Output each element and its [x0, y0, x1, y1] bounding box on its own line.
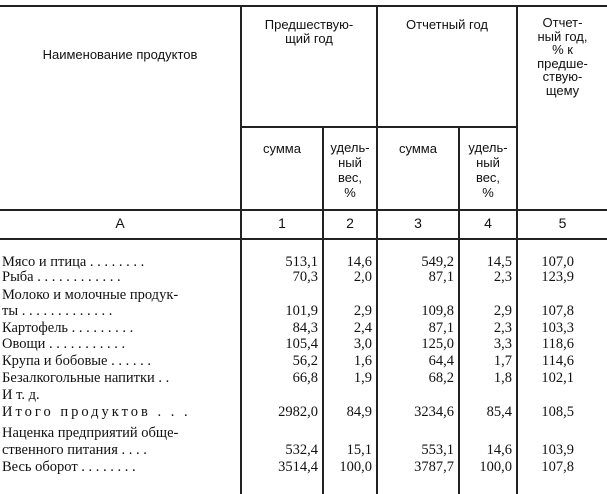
- vrule-1: [240, 5, 242, 494]
- row-value-c1: 532,4: [285, 442, 318, 458]
- row-value-c4: 14,5: [486, 254, 512, 270]
- colnum-3: 3: [414, 215, 422, 231]
- subheader-rule: [240, 126, 516, 128]
- row-value-c5: 107,0: [541, 254, 574, 270]
- row-name: Рыба . . . . . . . . . . . .: [2, 269, 121, 285]
- row-value-c5: 118,6: [541, 336, 574, 352]
- row-value-c1: 2982,0: [278, 404, 318, 420]
- header-sum-report: сумма: [399, 141, 437, 156]
- row-value-c3: 68,2: [428, 370, 454, 386]
- row-value-c1: 3514,4: [278, 459, 318, 475]
- row-name: Мясо и птица . . . . . . . .: [2, 254, 145, 270]
- row-value-c2: 2,9: [353, 303, 372, 319]
- row-value-c1: 105,4: [285, 336, 318, 352]
- row-value-c2: 1,6: [353, 353, 372, 369]
- row-value-c2: 2,0: [353, 269, 372, 285]
- row-value-c3: 553,1: [421, 442, 454, 458]
- row-value-c1: 66,8: [292, 370, 318, 386]
- colnum-1: 1: [278, 215, 286, 231]
- row-value-c3: 87,1: [428, 269, 454, 285]
- row-value-c1: 513,1: [285, 254, 318, 270]
- header-share-report: удель- ный вес, %: [468, 140, 508, 200]
- header-report-year: Отчетный год: [406, 17, 488, 32]
- row-name: Крупа и бобовые . . . . . .: [2, 353, 151, 369]
- row-value-c3: 3787,7: [414, 459, 454, 475]
- row-value-c4: 3,3: [493, 336, 512, 352]
- row-name: Весь оборот . . . . . . . .: [2, 459, 136, 475]
- row-name: ты . . . . . . . . . . . . .: [2, 303, 113, 319]
- row-value-c5: 103,9: [541, 442, 574, 458]
- row-value-c5: 107,8: [541, 459, 574, 475]
- row-value-c3: 125,0: [421, 336, 454, 352]
- row-value-c2: 100,0: [339, 459, 372, 475]
- row-value-c2: 15,1: [346, 442, 372, 458]
- header-share-previous: удель- ный вес, %: [330, 140, 370, 200]
- row-value-c4: 100,0: [479, 459, 512, 475]
- colnum-2: 2: [346, 215, 354, 231]
- colnum-4: 4: [484, 215, 492, 231]
- row-value-c5: 123,9: [541, 269, 574, 285]
- row-value-c5: 108,5: [541, 404, 574, 420]
- row-value-c1: 101,9: [285, 303, 318, 319]
- row-value-c1: 56,2: [292, 353, 318, 369]
- row-value-c4: 2,3: [493, 320, 512, 336]
- row-value-c2: 1,9: [353, 370, 372, 386]
- row-value-c2: 84,9: [346, 404, 372, 420]
- row-name: Наценка предприятий обще-: [2, 425, 179, 441]
- row-value-c2: 3,0: [353, 336, 372, 352]
- row-value-c3: 87,1: [428, 320, 454, 336]
- row-name: Итого продуктов . . .: [2, 404, 191, 420]
- row-value-c3: 549,2: [421, 254, 454, 270]
- row-value-c4: 1,7: [493, 353, 512, 369]
- row-name: Овощи . . . . . . . . . . .: [2, 336, 126, 352]
- row-value-c5: 103,3: [541, 320, 574, 336]
- header-report-vs-previous: Отчет- ный год, % к предше- ствую- щему: [537, 15, 588, 98]
- row-value-c5: 102,1: [541, 370, 574, 386]
- row-value-c5: 114,6: [541, 353, 574, 369]
- row-name: Молоко и молочные продук-: [2, 287, 179, 303]
- row-value-c4: 14,6: [486, 442, 512, 458]
- colnum-5: 5: [558, 215, 567, 231]
- row-name: ственного питания . . . .: [2, 442, 147, 458]
- row-value-c4: 85,4: [486, 404, 512, 420]
- row-name: И т. д.: [2, 387, 40, 403]
- row-value-c1: 70,3: [292, 269, 318, 285]
- colnum-a: А: [115, 215, 125, 231]
- row-value-c1: 84,3: [292, 320, 318, 336]
- row-value-c3: 3234,6: [414, 404, 454, 420]
- row-value-c2: 2,4: [353, 320, 372, 336]
- row-value-c4: 1,8: [493, 370, 512, 386]
- row-value-c2: 14,6: [346, 254, 372, 270]
- vrule-3: [376, 5, 378, 494]
- row-name: Картофель . . . . . . . . .: [2, 320, 134, 336]
- header-product-name: Наименование продуктов: [42, 47, 198, 62]
- header-sum-previous: сумма: [263, 141, 301, 156]
- header-previous-year: Предшествую- щий год: [264, 17, 354, 46]
- row-value-c4: 2,3: [493, 269, 512, 285]
- row-name: Безалкогольные напитки . .: [2, 370, 170, 386]
- row-value-c3: 109,8: [421, 303, 454, 319]
- row-value-c5: 107,8: [541, 303, 574, 319]
- row-value-c3: 64,4: [428, 353, 454, 369]
- row-value-c4: 2,9: [493, 303, 512, 319]
